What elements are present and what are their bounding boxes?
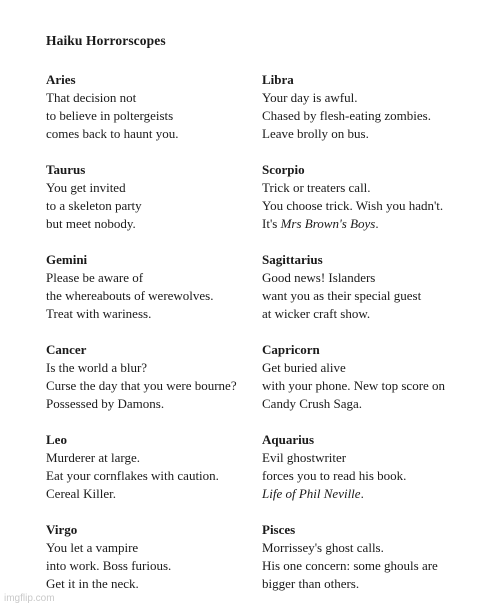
haiku-line: Cereal Killer. [46, 486, 117, 501]
haiku-line: with your phone. New top score on [262, 378, 446, 393]
sign-name: Taurus [46, 162, 86, 177]
sign-name: Gemini [46, 252, 88, 267]
haiku-line: Possessed by Damons. [46, 396, 165, 411]
haiku-line: His one concern: some ghouls are [262, 558, 438, 573]
horoscope-virgo [46, 521, 276, 593]
sign-name: Capricorn [262, 342, 320, 357]
haiku-line: bigger than others. [262, 576, 360, 591]
sign-name: Pisces [262, 522, 296, 537]
haiku-line: Chased by flesh-eating zombies. [262, 108, 431, 123]
haiku-line: Eat your cornflakes with caution. [46, 468, 219, 483]
haiku-line: Life of Phil Neville. [262, 486, 364, 501]
haiku-line: to a skeleton party [46, 198, 142, 213]
haiku-line: Curse the day that you were bourne? [46, 378, 237, 393]
page-title: Haiku Horrorscopes [46, 33, 166, 48]
haiku-line: Candy Crush Saga. [262, 396, 363, 411]
haiku-line: Leave brolly on bus. [262, 126, 369, 141]
haiku-line: You choose trick. Wish you hadn't. [262, 198, 444, 213]
sign-name: Scorpio [262, 162, 305, 177]
horoscope-sagittarius [262, 251, 492, 323]
haiku-line: Good news! Islanders [262, 270, 376, 285]
haiku-line: Morrissey's ghost calls. [262, 540, 384, 555]
horoscope-gemini [46, 251, 276, 323]
italic-title: Mrs Brown's Boys [280, 216, 376, 231]
haiku-line: but meet nobody. [46, 216, 136, 231]
haiku-line: Is the world a blur? [46, 360, 148, 375]
sign-name: Aquarius [262, 432, 315, 447]
italic-title: Life of Phil Neville [262, 486, 361, 501]
horoscope-taurus [46, 161, 276, 233]
haiku-line: to believe in poltergeists [46, 108, 174, 123]
haiku-line: Get it in the neck. [46, 576, 139, 591]
haiku-line: Please be aware of [46, 270, 144, 285]
haiku-line: Get buried alive [262, 360, 346, 375]
haiku-line: Evil ghostwriter [262, 450, 347, 465]
haiku-line: the whereabouts of werewolves. [46, 288, 214, 303]
watermark: imgflip.com [4, 593, 55, 604]
haiku-line: at wicker craft show. [262, 306, 371, 321]
horoscope-leo [46, 431, 276, 503]
haiku-line: want you as their special guest [262, 288, 422, 303]
haiku-line: Treat with wariness. [46, 306, 152, 321]
haiku-line: That decision not [46, 90, 137, 105]
horoscope-cancer [46, 341, 276, 413]
sign-name: Aries [46, 72, 76, 87]
horoscope-capricorn [262, 341, 492, 413]
horoscope-scorpio [262, 161, 492, 233]
horoscope-pisces [262, 521, 492, 593]
haiku-line: forces you to read his book. [262, 468, 407, 483]
sign-name: Sagittarius [262, 252, 323, 267]
sign-name: Cancer [46, 342, 87, 357]
haiku-line: You get invited [46, 180, 126, 195]
sign-name: Libra [262, 72, 294, 87]
horoscope-aries [46, 71, 276, 143]
horoscope-aquarius [262, 431, 492, 503]
haiku-line: You let a vampire [46, 540, 139, 555]
haiku-line: It's Mrs Brown's Boys. [262, 216, 379, 231]
horoscope-libra [262, 71, 492, 143]
sign-name: Leo [46, 432, 67, 447]
haiku-line: Trick or treaters call. [262, 180, 371, 195]
haiku-line: comes back to haunt you. [46, 126, 179, 141]
haiku-line: into work. Boss furious. [46, 558, 172, 573]
sign-name: Virgo [46, 522, 78, 537]
haiku-line: Murderer at large. [46, 450, 140, 465]
haiku-line: Your day is awful. [262, 90, 358, 105]
